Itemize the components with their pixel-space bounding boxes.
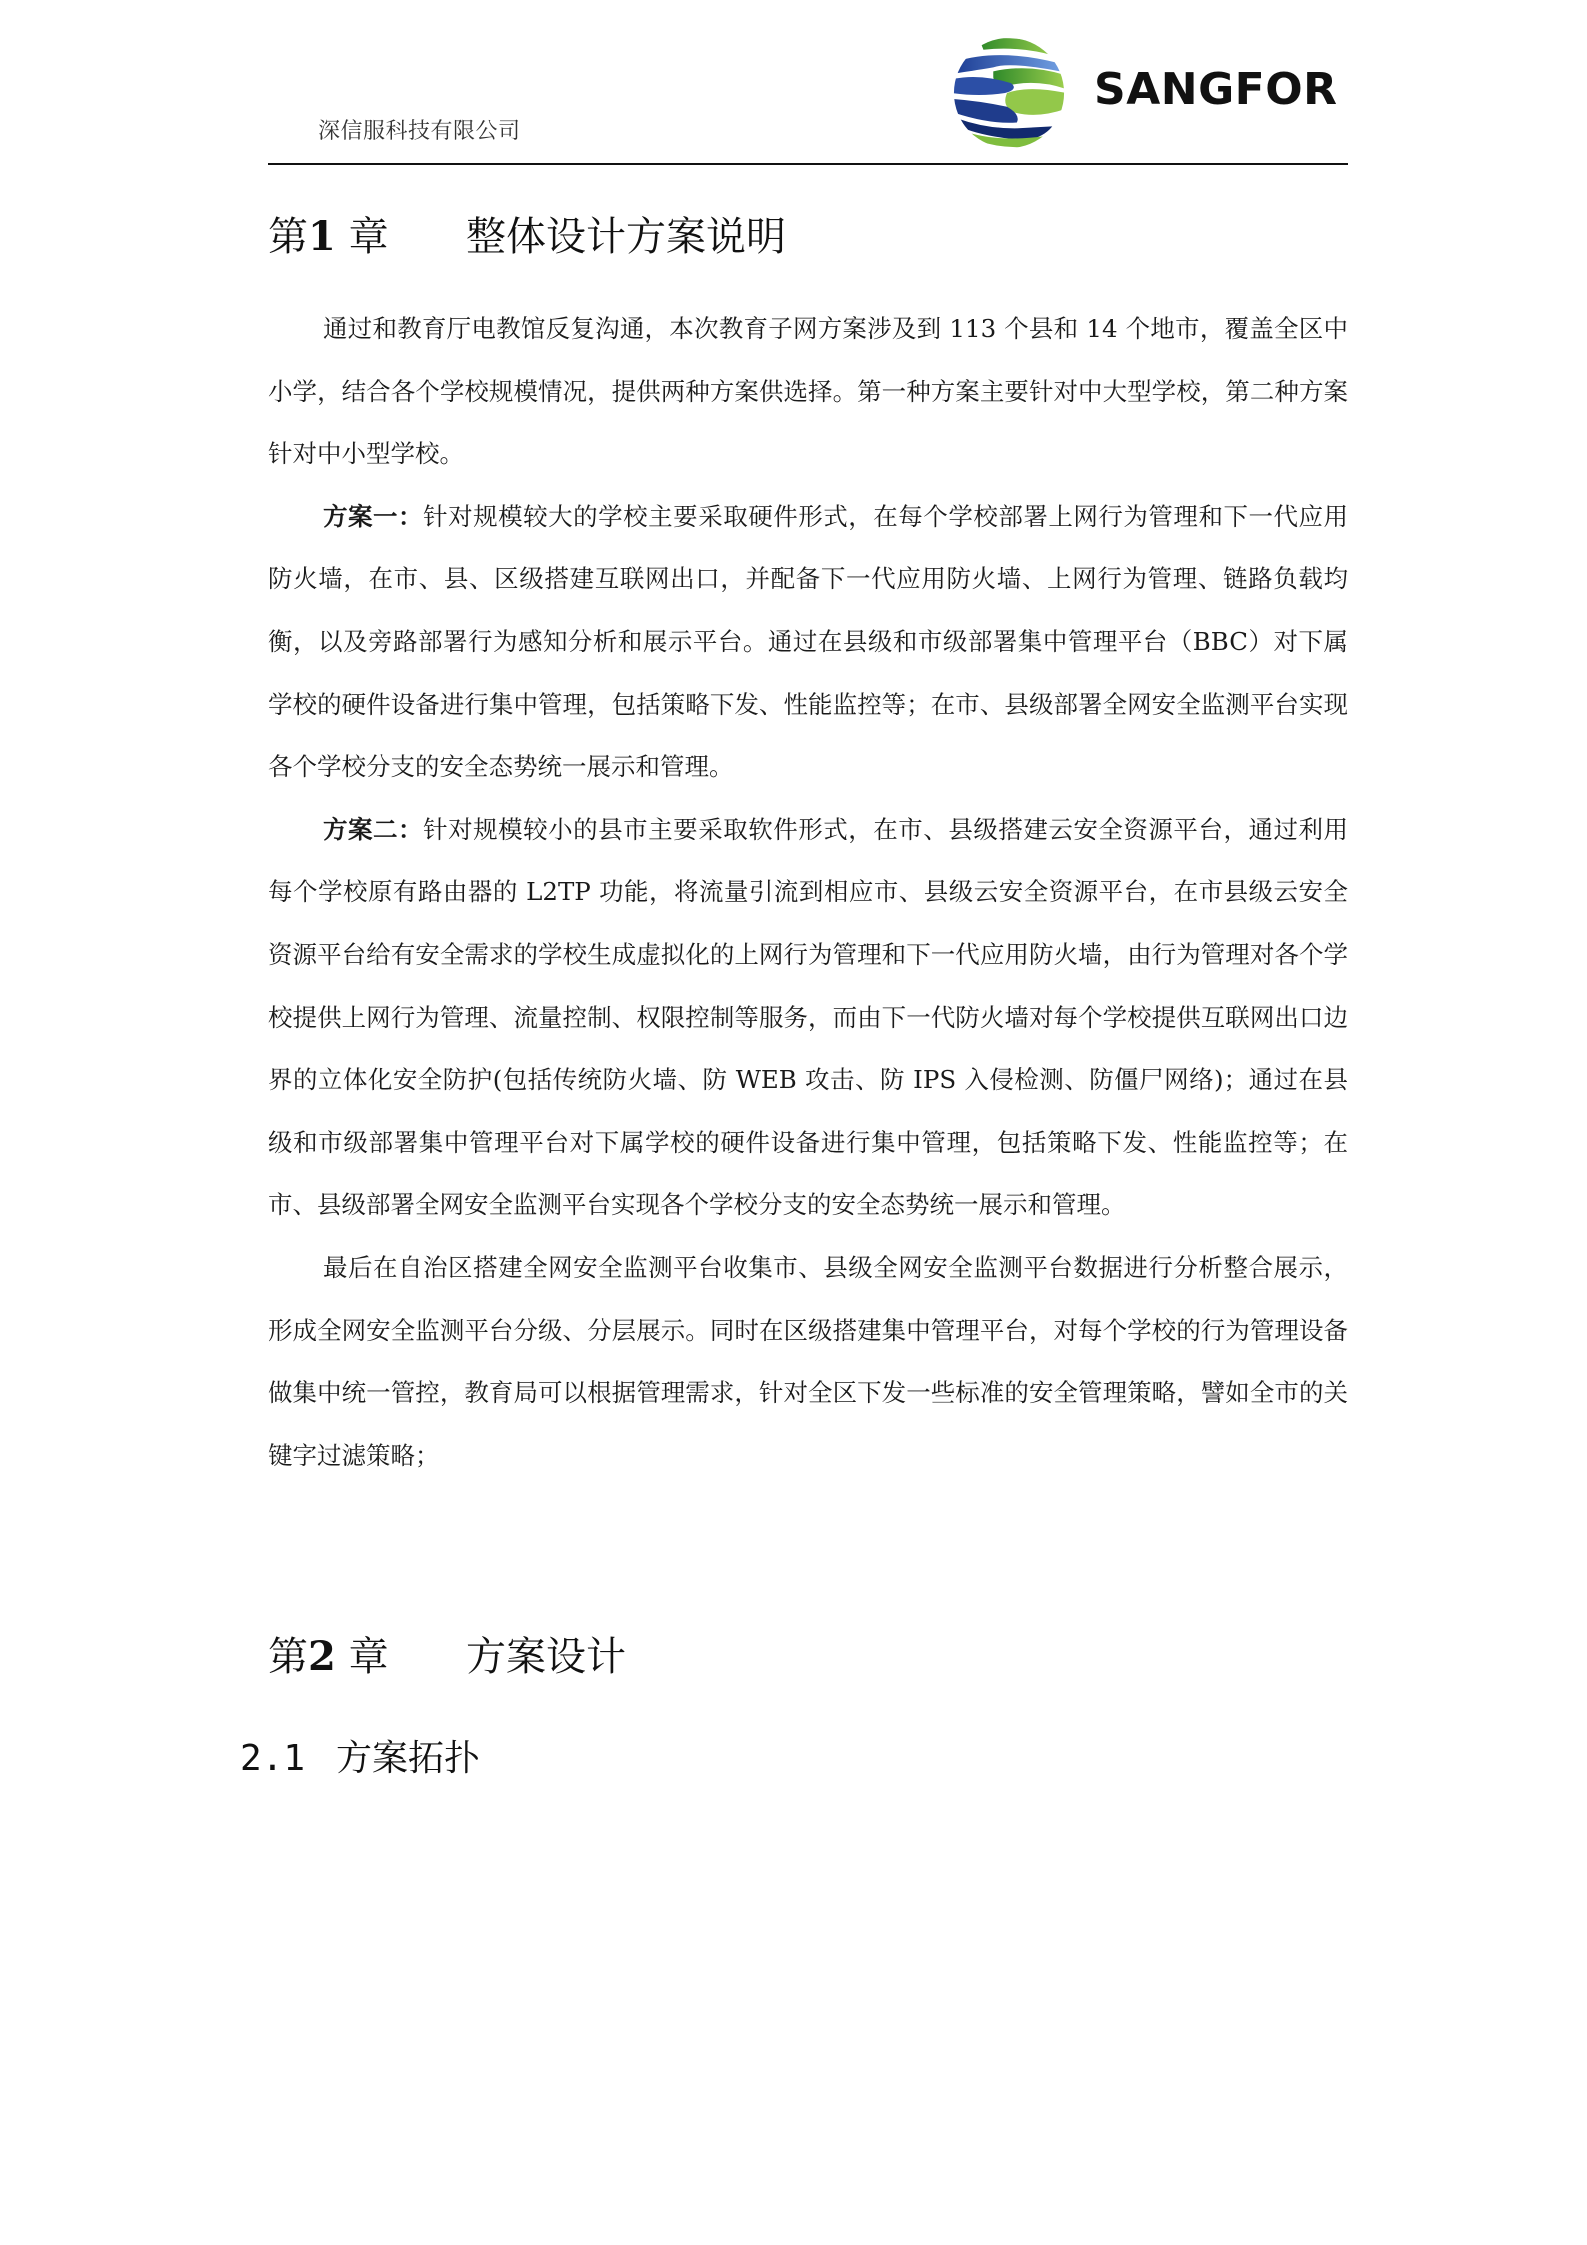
paragraph-summary: 最后在自治区搭建全网安全监测平台收集市、县级全网安全监测平台数据进行分析整合展示，形成全网安全监测平台分级、分层展示。同时在区级搭建集中管理平台，对每个学校的行为管理设备做集中统一管控，教育局可以根据管理需求，针对全区下发一些标准的安全管理策略，譬如全市的关键字过滤策略； — [268, 1252, 1348, 1470]
chapter-1-heading — [268, 205, 786, 262]
sangfor-logo — [950, 34, 1338, 152]
header-divider — [268, 163, 1348, 165]
chapter-2-number: 第2 章 — [268, 1633, 389, 1680]
logo-text: SANGFOR — [1094, 63, 1338, 115]
section-2-1-title: 方案拓扑 — [336, 1738, 481, 1779]
chapter-2-heading — [268, 1625, 626, 1682]
plan-two-label: 方案二： — [323, 814, 424, 844]
section-2-1-number: 2.1 — [240, 1738, 306, 1779]
chapter-1-number: 第1 章 — [268, 213, 389, 260]
paragraph-plan-one: 方案一：针对规模较大的学校主要采取硬件形式，在每个学校部署上网行为管理和下一代应用防火墙，在市、县、区级搭建互联网出口，并配备下一代应用防火墙、上网行为管理、链路负载均衡，以及旁路部署行为感知分析和展示平台。通过在县级和市级部署集中管理平台（BBC）对下属学校的硬件设备进行集中管理，包括策略下发、性能监控等；在市、县级部署全网安全监测平台实现各个学校分支的安全态势统一展示和管理。 — [268, 501, 1349, 782]
paragraph-plan-two: 方案二：针对规模较小的县市主要采取软件形式，在市、县级搭建云安全资源平台，通过利用每个学校原有路由器的 L2TP 功能，将流量引流到相应市、县级云安全资源平台，在市县级云安全资源平台给有安全需求的学校生成虚拟化的上网行为管理和下一代应用防火墙，由行为管理对各个学校提供上网行为管理、流量控制、权限控制等服务，而由下一代防火墙对每个学校提供互联网出口边界的立体化安全防护(包括传统防火墙、防 WEB 攻击、防 IPS 入侵检测、防僵尸网络)；通过在县级和市级部署集中管理平台对下属学校的硬件设备进行集中管理，包括策略下发、性能监控等；在市、县级部署全网安全监测平台实现各个学校分支的安全态势统一展示和管理。 — [268, 814, 1349, 1220]
section-2-1-heading — [240, 1730, 480, 1781]
chapter-1-title: 整体设计方案说明 — [466, 214, 786, 260]
plan-one-label: 方案一： — [323, 501, 424, 531]
sangfor-globe-icon — [950, 34, 1068, 152]
paragraph-overview: 通过和教育厅电教馆反复沟通，本次教育子网方案涉及到 113 个县和 14 个地市，覆盖全区中小学，结合各个学校规模情况，提供两种方案供选择。第一种方案主要针对中大型学校，第二种方案针对中小型学校。 — [268, 314, 1348, 469]
header-company-name: 深信服科技有限公司 — [318, 119, 521, 144]
chapter-1-body — [268, 298, 1348, 1487]
chapter-2-title: 方案设计 — [466, 1634, 626, 1680]
